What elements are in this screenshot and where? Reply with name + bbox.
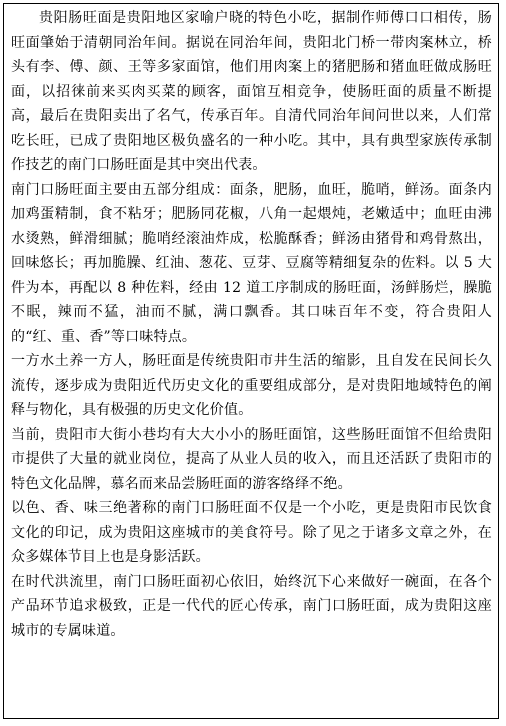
paragraph-symbol: 以色、香、味三绝著称的南门口肠旺面不仅是一个小吃，更是贵阳市民饮食文化的印记，成为贵阳这座城市的美食符号。除了见之于诸多文章之外，在众多媒体节目上也是身影活跃。 [11, 500, 492, 565]
paragraph-culture: 一方水土养一方人，肠旺面是传统贵阳市井生活的缩影，且自发在民间长久流传，逐步成为贵阳近代历史文化的重要组成部分，是对贵阳地域特色的阐释与物化，具有极强的历史文化价值。 [11, 353, 492, 418]
document-box [3, 3, 499, 719]
paragraph-legacy: 在时代洪流里，南门口肠旺面初心依旧，始终沉下心来做好一碗面，在各个产品环节追求极致，正是一代代的匠心传承，南门口肠旺面，成为贵阳这座城市的专属味道。 [11, 573, 492, 639]
paragraph-history: 贵阳肠旺面是贵阳地区家喻户晓的特色小吃，据制作师傅口口相传，肠旺面肇始于清朝同治年间。据说在同治年间，贵阳北门桥一带肉案林立，桥头有李、傅、颜、王等多家面馆，他们用肉案上的猪肥肠和猪血旺做成肠旺面，以招徕前来买肉买菜的顾客，面馆互相竞争，使肠旺面的质量不断提高，最后在贵阳卖出了名气，传承百年。自清代同治年间问世以来，人们常吃长旺，已成了贵阳地区极负盛名的一种小吃。其中，具有典型家族传承制作技艺的南门口肠旺面是其中突出代表。 [11, 10, 492, 173]
paragraph-economy: 当前，贵阳市大街小巷均有大大小小的肠旺面馆，这些肠旺面馆不但给贵阳市提供了大量的就业岗位，提高了从业人员的收入，而且还活跃了贵阳市的特色文化品牌，慕名而来品尝肠旺面的游客络绎不绝。 [11, 426, 492, 492]
paragraph-composition: 南门口肠旺面主要由五部分组成：面条，肥肠，血旺，脆哨，鲜汤。面条内加鸡蛋精制，食不粘牙；肥肠同花椒，八角一起煨炖，老嫩适中；血旺由沸水烫熟，鲜滑细腻；脆哨经滚油炸成，松脆酥香；鲜汤由猪骨和鸡骨熬出，回味悠长；再加脆臊、红油、葱花、豆芽、豆腐等精细复杂的佐料。以 5 大件为本，再配以 8 种佐料，经由 12 道工序制成的肠旺面，汤鲜肠烂，臊脆不眠，辣而不猛，油而不腻，满口飘香。其口味百年不变，符合贵阳人的“红、重、香”等口味特点。 [11, 181, 492, 345]
